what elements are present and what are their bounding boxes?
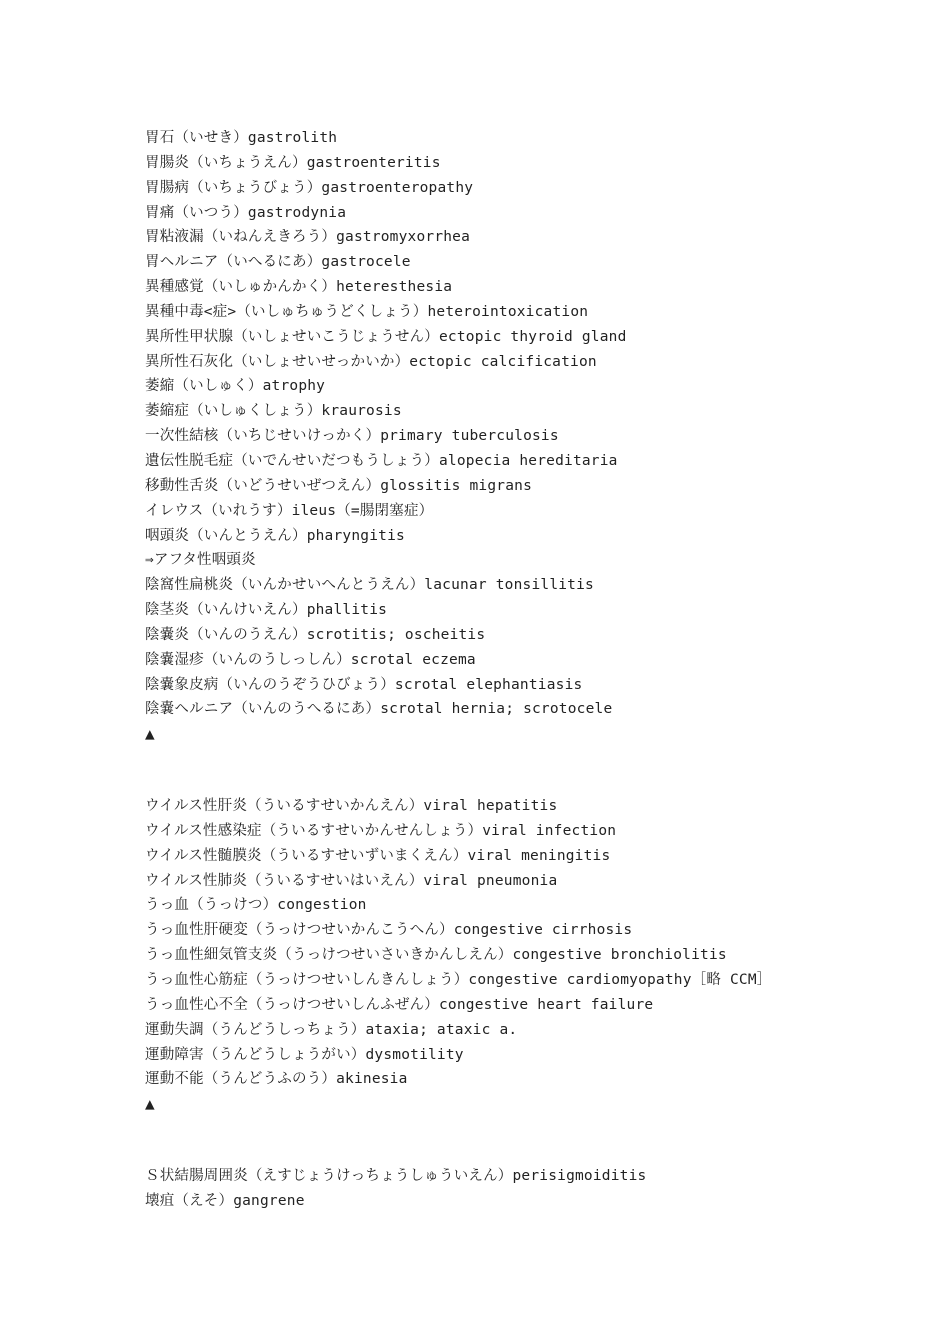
section-end-triangle-icon: ▲ <box>145 1094 155 1114</box>
entry: 陰窩性扁桃炎（いんかせいへんとうえん）lacunar tonsillitis <box>145 577 594 594</box>
entry: うっ血性肝硬変（うっけつせいかんこうへん）congestive cirrhosis <box>145 922 633 939</box>
entry: 胃ヘルニア（いへるにあ）gastrocele <box>145 254 411 271</box>
entry: 運動不能（うんどうふのう）akinesia <box>145 1071 408 1088</box>
entry: 陰茎炎（いんけいえん）phallitis <box>145 602 388 619</box>
section-end-triangle-icon: ▲ <box>145 724 155 744</box>
entry: 遺伝性脱毛症（いでんせいだつもうしょう）alopecia hereditaria <box>145 452 618 469</box>
section-e <box>145 1164 935 1214</box>
entry: 胃腸炎（いちょうえん）gastroenteritis <box>145 154 441 171</box>
entry: 一次性結核（いちじせいけっかく）primary tuberculosis <box>145 428 559 445</box>
section-gap <box>145 1117 935 1164</box>
entry: うっ血（うっけつ）congestion <box>145 897 367 914</box>
entry: イレウス（いれうす）ileus（=腸閉塞症） <box>145 502 434 519</box>
entry: 胃腸病（いちょうびょう）gastroenteropathy <box>145 179 474 196</box>
entry: 壊疽（えそ）gangrene <box>145 1192 305 1209</box>
document-page <box>145 126 935 1214</box>
entry: 異所性甲状腺（いしょせいこうじょうせん）ectopic thyroid gland <box>145 328 627 345</box>
entry: 胃痛（いつう）gastrodynia <box>145 204 347 221</box>
entry: 陰嚢湿疹（いんのうしっしん）scrotal eczema <box>145 651 476 668</box>
entry: 萎縮症（いしゅくしょう）kraurosis <box>145 403 402 420</box>
entry: 異種感覚（いしゅかんかく）heteresthesia <box>145 279 453 296</box>
entry: 胃粘液漏（いねんえきろう）gastromyxorrhea <box>145 229 471 246</box>
entry: ウイルス性肺炎（ういるすせいはいえん）viral pneumonia <box>145 872 558 889</box>
entry: うっ血性心筋症（うっけつせいしんきんしょう）congestive cardiomyopathy［略 CCM］ <box>145 972 772 988</box>
entry: うっ血性細気管支炎（うっけつせいさいきかんしえん）congestive bronchiolitis <box>145 947 727 964</box>
entry: 胃石（いせき）gastrolith <box>145 130 338 146</box>
entry: 異種中毒<症>（いしゅちゅうどくしょう）heterointoxication <box>145 303 589 320</box>
entry: ウイルス性肝炎（ういるすせいかんえん）viral hepatitis <box>145 798 558 815</box>
section-i <box>145 126 935 747</box>
entry: ウイルス性感染症（ういるすせいかんせんしょう）viral infection <box>145 822 617 839</box>
entry: 咽頭炎（いんとうえん）pharyngitis <box>145 527 405 544</box>
entry: 陰嚢ヘルニア（いんのうへるにあ）scrotal hernia; scrotocele <box>145 701 613 718</box>
entry: 異所性石灰化（いしょせいせっかいか）ectopic calcification <box>145 353 597 370</box>
entry: 運動障害（うんどうしょうがい）dysmotility <box>145 1046 464 1063</box>
entry: うっ血性心不全（うっけつせいしんふぜん）congestive heart failure <box>145 996 654 1013</box>
entry: 萎縮（いしゅく）atrophy <box>145 378 326 395</box>
entry: 移動性舌炎（いどうせいぜつえん）glossitis migrans <box>145 477 533 494</box>
entry: ウイルス性髄膜炎（ういるすせいずいまくえん）viral meningitis <box>145 847 611 864</box>
entry: Ｓ状結腸周囲炎（えすじょうけっちょうしゅういえん）perisigmoiditis <box>145 1168 647 1185</box>
entry: 運動失調（うんどうしっちょう）ataxia; ataxic a. <box>145 1021 518 1038</box>
entry: ⇒アフタ性咽頭炎 <box>145 552 256 569</box>
entry: 陰嚢象皮病（いんのうぞうひびょう）scrotal elephantiasis <box>145 676 583 693</box>
section-u <box>145 794 935 1117</box>
entry: 陰嚢炎（いんのうえん）scrotitis; oscheitis <box>145 626 486 643</box>
section-gap <box>145 747 935 794</box>
